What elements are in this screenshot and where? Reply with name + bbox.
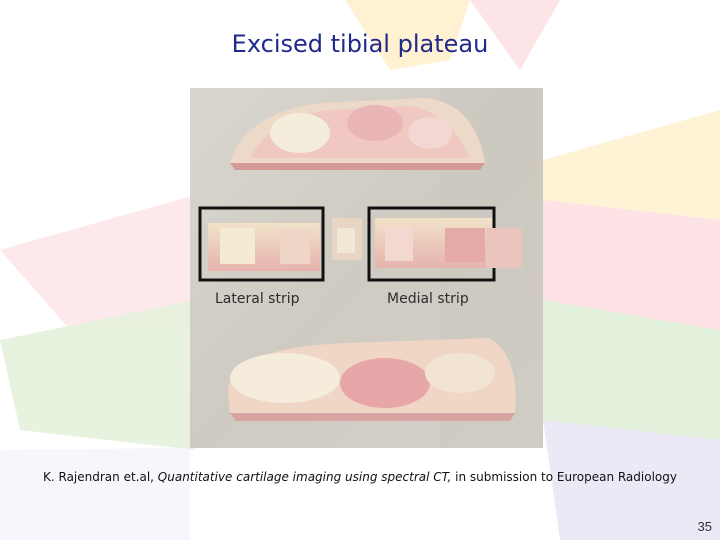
center-piece bbox=[332, 218, 362, 260]
citation-title: Quantitative cartilage imaging using spectral CT, bbox=[157, 470, 452, 484]
slide-title: Excised tibial plateau bbox=[231, 30, 489, 58]
citation-authors: K. Rajendran et.al, bbox=[43, 470, 158, 484]
citation-venue: in submission to European Radiology bbox=[451, 470, 677, 484]
tibial-plateau-photo bbox=[190, 88, 543, 448]
medial-strip-label: Medial strip bbox=[387, 291, 469, 307]
lateral-strip-label: Lateral strip bbox=[215, 291, 300, 307]
page-number: 35 bbox=[697, 519, 712, 534]
citation bbox=[0, 470, 720, 484]
